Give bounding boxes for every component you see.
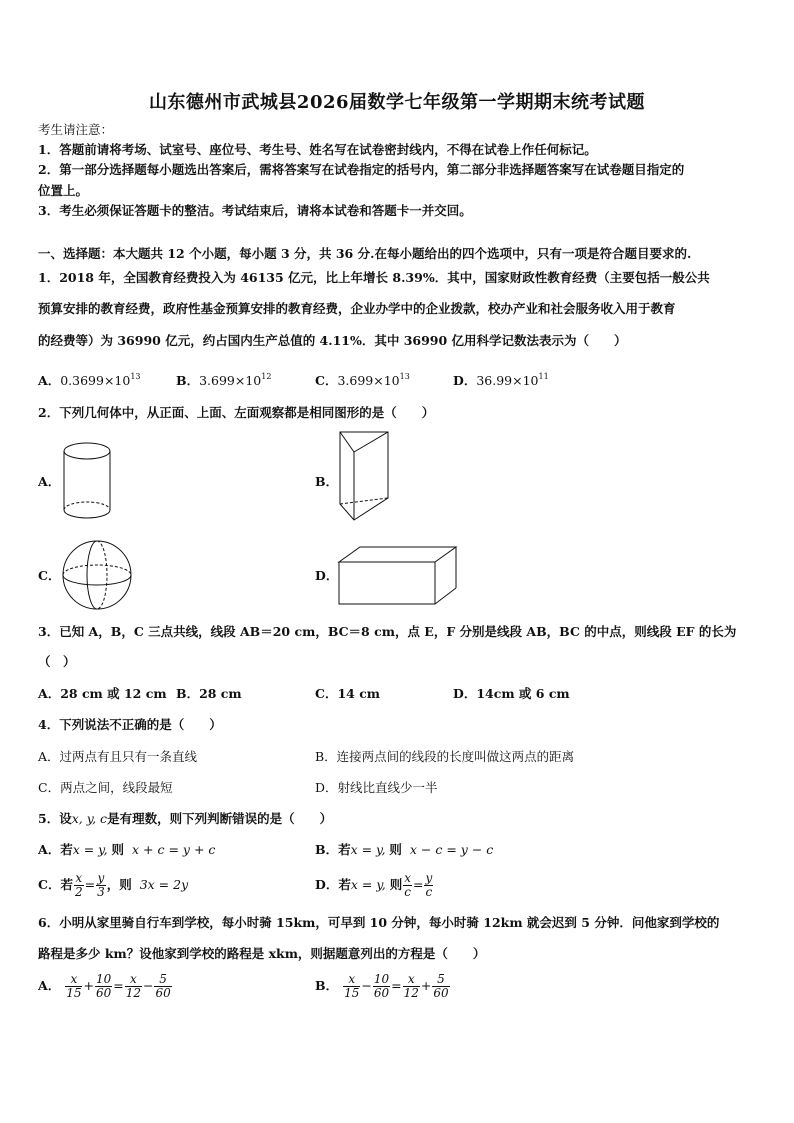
q6-option-b: B． $\frac{x}{15}$ − $\frac{10}{60}$ = $\frac{x}{12}$ + $\frac{5}{60}$ <box>315 972 449 1000</box>
q3-line-1: 3．已知 A，B，C 三点共线，线段 AB＝20 cm，BC＝8 cm，点 E，F 分别是线段 AB，BC 的中点，则线段 EF 的长为 <box>38 624 737 639</box>
q4-option-b: B．连接两点间的线段的长度叫做这两点的距离 <box>315 749 575 764</box>
q5-option-d: D．若x = y, 则 $\frac{x}{c}$ = $\frac{y}{c}$ <box>315 871 433 899</box>
q1-line-3: 的经费等）为 36990 亿元，约占国内生产总值的 4.11%．其中 36990 亿用科学记数法表示为（ ） <box>38 333 627 348</box>
triangular-prism-figure <box>336 430 394 530</box>
q4-option-c: C．两点之间，线段最短 <box>38 780 173 795</box>
notice-item-3: 3．考生必须保证答题卡的整洁。考试结束后，请将本试卷和答题卡一并交回。 <box>38 203 472 218</box>
q6-line-1: 6．小明从家里骑自行车到学校，每小时骑 15km，可早到 10 分钟，每小时骑 12km 就会迟到 5 分钟．问他家到学校的 <box>38 915 720 930</box>
notice-item-2: 2．第一部分选择题每小题选出答案后，需将答案写在试卷指定的括号内，第二部分非选择题答案写在试卷题目指定的 <box>38 162 685 177</box>
q5-stem: 5．设x, y, c是有理数，则下列判断错误的是（ ） <box>38 811 333 826</box>
q5-option-b: B．若x = y, 则 x − c = y − c <box>315 842 494 857</box>
page-title: 山东德州市武城县2026届数学七年级第一学期期末统考试题 <box>148 92 646 113</box>
q5-option-c: C．若 $\frac{x}{2}$ = $\frac{y}{3}$ ，则 3x = 2y <box>38 871 189 899</box>
q2-stem: 2．下列几何体中，从正面、上面、左面观察都是相同图形的是（ ） <box>38 405 435 420</box>
q3-option-c: C．14 cm <box>315 686 381 701</box>
cylinder-figure <box>60 440 114 522</box>
q2-label-d: D． <box>315 568 339 583</box>
q4-option-d: D．射线比直线少一半 <box>315 780 438 795</box>
sphere-figure <box>60 538 134 612</box>
q4-option-a: A．过两点有且只有一条直线 <box>38 749 198 764</box>
q3-option-b: B．28 cm <box>176 686 242 701</box>
q6-option-a: A． $\frac{x}{15}$ + $\frac{10}{60}$ = $\frac{x}{12}$ − $\frac{5}{60}$ <box>38 972 171 1000</box>
q3-option-d: D．14cm 或 6 cm <box>453 686 570 701</box>
q1-option-a: A．$0.3699\times 10^{13}$ <box>38 372 141 388</box>
q4-stem: 4．下列说法不正确的是（ ） <box>38 717 222 732</box>
q1-option-d: D．$36.99\times 10^{11}$ <box>453 372 549 388</box>
q2-label-b: B． <box>315 474 339 489</box>
q1-option-b: B．$3.699\times 10^{12}$ <box>176 372 272 388</box>
notice-item-2-cont: 位置上。 <box>38 183 89 198</box>
q2-label-c: C． <box>38 568 61 583</box>
q3-option-a: A．28 cm 或 12 cm <box>38 686 167 701</box>
q1-line-2: 预算安排的教育经费，政府性基金预算安排的教育经费，企业办学中的企业拨款，校办产业和社会服务收入用于教育 <box>38 301 676 316</box>
q1-option-c: C．$3.699\times 10^{13}$ <box>315 372 410 388</box>
q2-label-a: A． <box>38 474 61 489</box>
q1-line-1: 1．2018 年，全国教育经费投入为 46135 亿元，比上年增长 8.39%．其中，国家财政性教育经费（主要包括一般公共 <box>38 270 710 285</box>
notice-heading: 考生请注意： <box>38 122 114 137</box>
cuboid-figure <box>336 544 462 608</box>
section-heading: 一、选择题：本大题共 12 个小题，每小题 3 分，共 36 分.在每小题给出的四个选项中，只有一项是符合题目要求的. <box>38 246 692 261</box>
q6-line-2: 路程是多少 km？设他家到学校的路程是 xkm，则据题意列出的方程是（ ） <box>38 946 486 961</box>
notice-item-1: 1．答题前请将考场、试室号、座位号、考生号、姓名写在试卷密封线内，不得在试卷上作任何标记。 <box>38 142 597 157</box>
q5-option-a: A．若x = y, 则 x + c = y + c <box>38 842 216 857</box>
q3-line-2: （ ） <box>38 654 76 669</box>
